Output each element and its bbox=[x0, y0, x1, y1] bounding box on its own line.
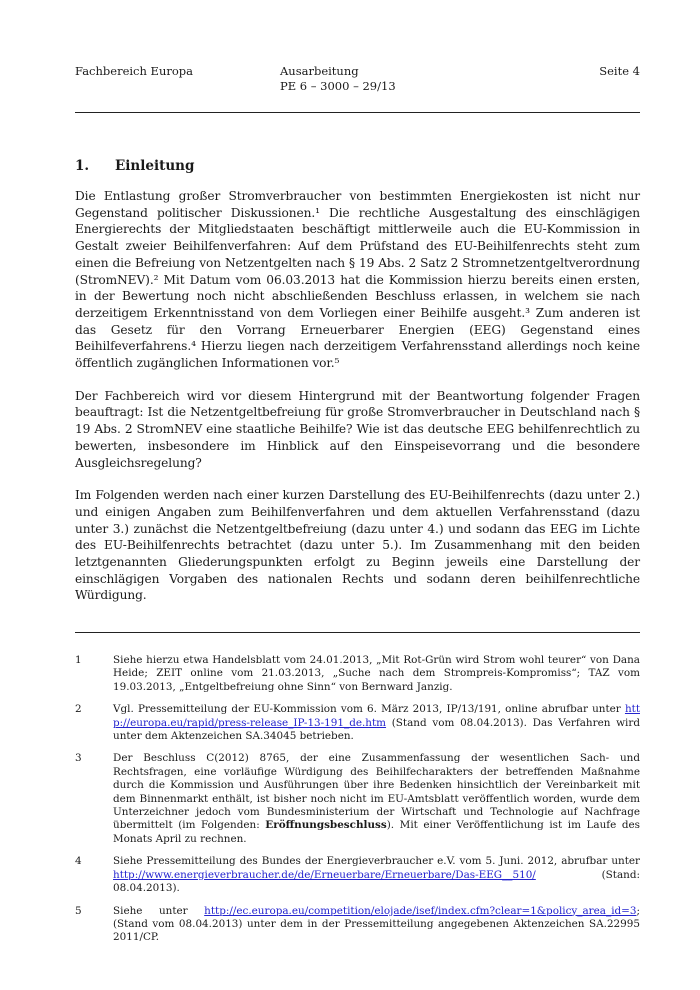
section-number: 1. bbox=[75, 158, 90, 174]
body-paragraph: Die Entlastung großer Stromverbraucher von bestimmten Energiekosten ist nicht nur Gegenstand politischer Diskussionen.¹ Die rechtliche Ausgestaltung des einschlägigen Energierechts der Mitgliedstaaten beschäftigt mittlerweile auch die EU-Kommission in Gestalt zweier Beihilfenverfahren: Auf dem Prüfstand des EU-Beihilfenrechts steht zum einen die Befreiung von Netzentgelten nach § 19 Abs. 2 Satz 2 Stromnetzentgeltverordnung (StromNEV).² Mit Datum vom 06.03.2013 hat die Kommission hierzu bereits einen ersten, in der Bewertung noch nicht abschließenden Beschluss erlassen, in welchem sie nach derzeitigem Erkenntnisstand von dem Vorliegen einer Beihilfe ausgeht.³ Zum anderen ist das Gesetz für den Vorrang Erneuerbarer Energien (EEG) Gegenstand eines Beihilfeverfahrens.⁴ Hierzu liegen nach derzeitigem Verfahrensstand allerdings noch keine öffentlich zugänglichen Informationen vor.⁵ bbox=[75, 189, 640, 371]
header-department: Fachbereich Europa bbox=[75, 64, 193, 78]
footnote-text bbox=[113, 752, 640, 846]
footnote-number: 2 bbox=[75, 703, 82, 716]
footnote-row bbox=[75, 855, 640, 895]
footnote-text-segment: Siehe Pressemitteilung des Bundes der Energieverbraucher e.V. vom 5. Juni. 2012, abrufbar unter bbox=[113, 855, 640, 868]
footnote-list bbox=[75, 654, 640, 945]
footnote-bold-term: Eröffnungsbeschluss bbox=[265, 819, 387, 832]
footnote-link[interactable]: http://europa.eu/rapid/press-release_IP-13-191_de.htm bbox=[113, 703, 640, 729]
section-heading bbox=[75, 158, 640, 174]
section-title: Einleitung bbox=[115, 158, 195, 174]
header-divider bbox=[75, 112, 640, 113]
footnote-section bbox=[75, 632, 640, 954]
footnote-text-segment: Siehe hierzu etwa Handelsblatt vom 24.01.2013, „Mit Rot-Grün wird Strom wohl teurer“ von Dana Heide; ZEIT online vom 21.03.2013, „Suche nach dem Strompreis-Kompromiss“; TAZ vom 19.03.2013, „Entgeltbefreiung ohne Sinn“ von Bernward Janzig. bbox=[113, 654, 640, 693]
footnote-divider bbox=[75, 632, 640, 633]
footnote-row bbox=[75, 654, 640, 694]
footnote-row bbox=[75, 752, 640, 846]
footnote-text-segment: (Stand: 08.04.2013). bbox=[113, 868, 640, 895]
footnote-row bbox=[75, 703, 640, 743]
header-doc-number: PE 6 – 3000 – 29/13 bbox=[280, 78, 396, 93]
body-paragraph: Im Folgenden werden nach einer kurzen Darstellung des EU-Beihilfenrechts (dazu unter 2.) und einigen Angaben zum Beihilfenverfahren und dem aktuellen Verfahrensstand (dazu unter 3.) zunächst die Netzentgeltbefreiung (dazu unter 4.) und sodann das EEG im Lichte des EU-Beihilfenrechts betrachtet (dazu unter 5.). Im Zusammenhang mit den beiden letztgenannten Gliederungspunkten erfolgt zu Beginn jeweils eine Darstellung der einschlägigen Vorgaben des nationalen Rechts und sodann deren beihilfenrechtliche Würdigung. bbox=[75, 488, 640, 603]
footnote-row bbox=[75, 905, 640, 945]
footnote-text-segment: Der Beschluss C(2012) 8765, der eine Zusammenfassung der wesentlichen Sach- und Rechtsfragen, eine vorläufige Würdigung des Beihilfecharakters der betreffenden Maßnahme durch die Kommission und Ausführungen über ihre Bedenken hinsichtlich der Vereinbarkeit mit dem Binnenmarkt enthält, ist bisher noch nicht im EU-Amtsblatt veröffentlich worden, wurde dem Unterzeichner jedoch vom Bundesministerium der Wirtschaft und Technologie auf Nachfrage übermittelt (im Folgenden: bbox=[113, 752, 640, 832]
footnote-text bbox=[113, 654, 640, 694]
footnote-text bbox=[113, 905, 640, 945]
footnote-link[interactable]: http://ec.europa.eu/competition/elojade/isef/index.cfm?clear=1&policy_area_id=3 bbox=[204, 904, 637, 917]
footnote-text-segment: ). Mit einer Veröffentlichung ist im Laufe des Monats April zu rechnen. bbox=[113, 819, 640, 845]
footnote-text-segment: Siehe unter bbox=[113, 904, 205, 917]
footnote-text bbox=[113, 855, 640, 895]
footnote-text-segment: Vgl. Pressemitteilung der EU-Kommission vom 6. März 2013, IP/13/191, online abrufbar unter bbox=[113, 703, 625, 716]
footnote-number: 4 bbox=[75, 855, 82, 868]
header-page-number: Seite 4 bbox=[599, 64, 640, 78]
header-doc-type: Ausarbeitung bbox=[280, 64, 359, 78]
footnote-link[interactable]: http://www.energieverbraucher.de/de/Erneuerbare/Erneuerbare/Das-EEG__510/ bbox=[113, 868, 536, 881]
footnote-number: 3 bbox=[75, 752, 82, 765]
body-text bbox=[75, 188, 640, 620]
footnote-text-segment: (Stand vom 08.04.2013). Das Verfahren wird unter dem Aktenzeichen SA.34045 betrieben. bbox=[113, 716, 640, 743]
footnote-text-segment: ; (Stand vom 08.04.2013) unter dem in der Pressemitteilung angegebenen Aktenzeichen SA.22995 2011/CP. bbox=[113, 904, 640, 944]
footnote-text bbox=[113, 703, 640, 743]
page-header bbox=[75, 64, 640, 93]
header-document-info bbox=[280, 64, 599, 93]
footnote-number: 5 bbox=[75, 904, 82, 917]
body-paragraph: Der Fachbereich wird vor diesem Hintergrund mit der Beantwortung folgender Fragen beauftragt: Ist die Netzentgeltbefreiung für große Stromverbraucher in Deutschland nach § 19 Abs. 2 StromNEV eine staatliche Beihilfe? Wie ist das deutsche EEG behilfenrechtlich zu bewerten, insbesondere im Hinblick auf den Einspeisevorrang und die besondere Ausgleichsregelung? bbox=[75, 388, 640, 470]
footnote-number: 1 bbox=[75, 654, 82, 666]
